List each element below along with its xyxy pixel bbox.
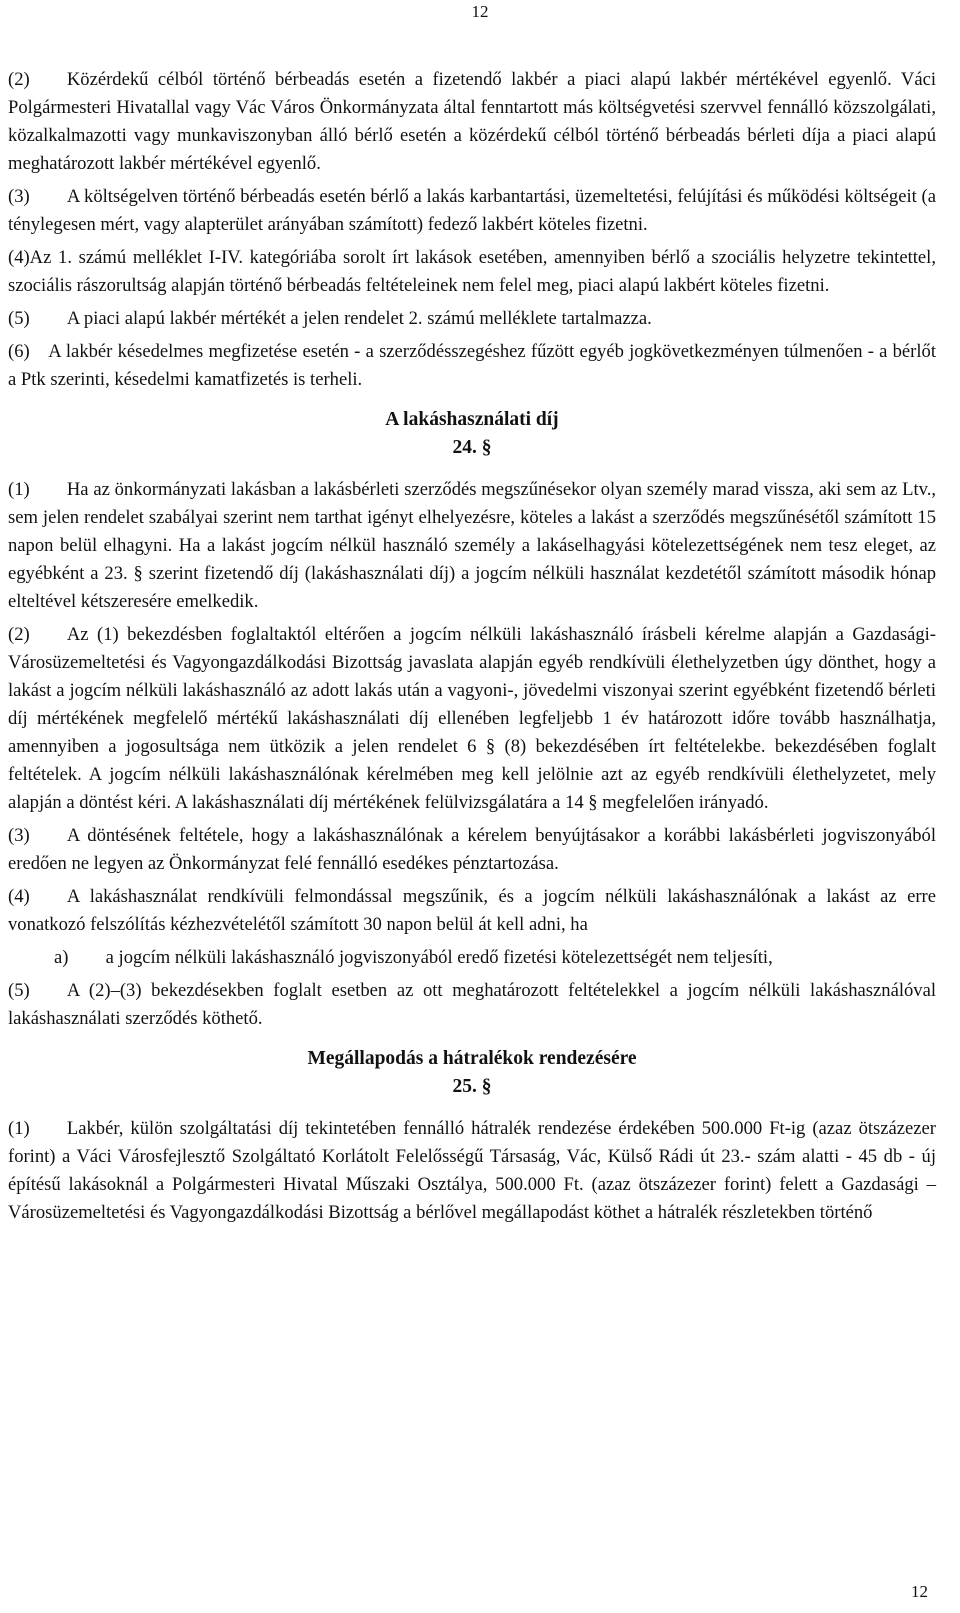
paragraph-23-3: (3) A költségelven történő bérbeadás esetén bérlő a lakás karbantartási, üzemeltetési, felújítási és működési költségeit (a ténylegesen mért, vagy alapterület arányában számított) fedező lakbért köteles fizetni.	[8, 186, 936, 235]
document-body	[8, 66, 936, 1232]
paragraph-24-5: (5) A (2)–(3) bekezdésekben foglalt esetben az ott meghatározott feltételekkel a jogcím nélküli lakáshasználóval lakáshasználati szerződés köthető.	[8, 980, 936, 1029]
paragraph-24-4-a: a) a jogcím nélküli lakáshasználó jogviszonyából eredő fizetési kötelezettségét nem teljesíti,	[54, 947, 773, 968]
paragraph-24-2: (2) Az (1) bekezdésben foglaltaktól eltérően a jogcím nélküli lakáshasználó írásbeli kérelme alapján a Gazdasági-Városüzemeltetési és Vagyongazdálkodási Bizottság javaslata alapján egyéb rendkívüli élethelyzetben úgy dönthet, hogy a lakást a jogcím nélküli lakáshasználó az adott lakás után a vagyoni-, jövedelmi viszonyai szerint egyébként fizetendő bérleti díj mértékének megfelelő mértékű lakáshasználati díj ellenében legfeljebb 1 év határozott időre tovább használhatja, amennyiben a jogosultsága nem ütközik a jelen rendelet 6 § (8) bekezdésében írt feltételekbe. bekezdésében foglalt feltételek. A jogcím nélküli lakáshasználónak kérelmében meg kell jelölnie azt az egyéb rendkívüli élethelyzetet, mely alapján a döntést kéri. A lakáshasználati díj mértékének felülvizsgálatára a 14 § megfelelően irányadó.	[8, 624, 936, 813]
paragraph-23-2: (2) Közérdekű célból történő bérbeadás esetén a fizetendő lakbér a piaci alapú lakbér mértékével egyenlő. Váci Polgármesteri Hivatallal vagy Vác Város Önkormányzata által fenntartott más költségvetési szervvel fennálló közszolgálati, közalkalmazotti vagy munkaviszonyban álló bérlő esetén a közérdekű célból történő bérbeadás bérleti díja a piaci alapú meghatározott lakbér mértékével egyenlő.	[8, 69, 936, 174]
paragraph-23-6: (6) A lakbér késedelmes megfizetése esetén - a szerződésszegéshez fűzött egyéb jogkövetkezményen túlmenően - a bérlőt a Ptk szerinti, késedelmi kamatfizetés is terheli.	[8, 341, 936, 390]
paragraph-25-1: (1) Lakbér, külön szolgáltatási díj tekintetében fennálló hátralék rendezése érdekében 500.000 Ft-ig (azaz ötszázezer forint) a Váci Városfejlesztő Szolgáltató Korlátolt Felelősségű Társaság, Vác, Külső Rádi út 23.- szám alatti - 45 db - új építésű lakásoknál a Polgármesteri Hivatal Műszaki Osztálya, 500.000 Ft. (azaz ötszázezer forint) felett a Gazdasági –Városüzemeltetési és Vagyongazdálkodási Bizottság a bérlővel megállapodást köthet a hátralék részletekben történő	[8, 1118, 936, 1223]
section-25-title: Megállapodás a hátralékok rendezésére	[307, 1048, 637, 1069]
section-25-number: 25. §	[452, 1076, 492, 1097]
paragraph-24-3: (3) A döntésének feltétele, hogy a lakáshasználónak a kérelem benyújtásakor a korábbi lakásbérleti jogviszonyából eredően ne legyen az Önkormányzat felé fennálló esedékes pénztartozása.	[8, 825, 936, 874]
page-number-bottom: 12	[911, 1582, 928, 1601]
paragraph-23-4: (4)Az 1. számú melléklet I-IV. kategóriába sorolt írt lakások esetében, amennyiben bérlő a szociális helyzetre tekintettel, szociális rászorultság alapján történő bérbeadás feltételeinek nem felel meg, piaci alapú lakbért köteles fizetni.	[8, 247, 936, 296]
section-24-title: A lakáshasználati díj	[385, 409, 559, 430]
page-number-top: 12	[471, 2, 489, 21]
paragraph-24-1: (1) Ha az önkormányzati lakásban a lakásbérleti szerződés megszűnésekor olyan személy marad vissza, aki sem az Ltv., sem jelen rendelet szabályai szerint nem tarthat igényt elhelyezésre, köteles a lakást a szerződés megszűnésétől számított 15 napon belül elhagyni. Ha a lakást jogcím nélkül használó személy a lakáselhagyási kötelezettségének nem tesz eleget, az egyébként a 23. § szerint fizetendő díj (lakáshasználati díj) a jogcím nélküli használat kezdetétől számított második hónap elteltével kétszeresére emelkedik.	[8, 479, 936, 612]
section-24-number: 24. §	[452, 437, 492, 458]
paragraph-24-4: (4) A lakáshasználat rendkívüli felmondással megszűnik, és a jogcím nélküli lakáshasználónak a lakást az erre vonatkozó felszólítás kézhezvételétől számított 30 napon belül át kell adni, ha	[8, 886, 936, 935]
paragraph-23-5: (5) A piaci alapú lakbér mértékét a jelen rendelet 2. számú melléklete tartalmazza.	[8, 308, 652, 329]
